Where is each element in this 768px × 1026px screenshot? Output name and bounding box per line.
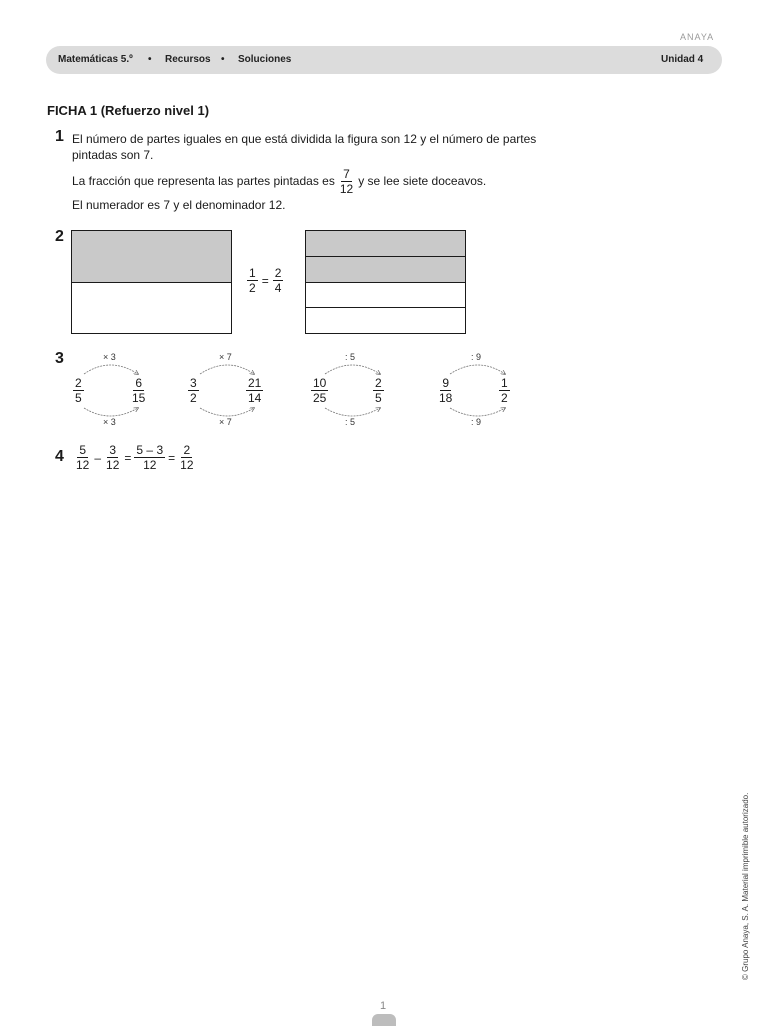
fraction-numerator: 2	[375, 376, 382, 390]
fraction-denominator: 12	[106, 458, 120, 472]
fraction-five-twelfths	[74, 443, 91, 472]
fraction-denominator: 15	[132, 391, 146, 405]
question-3-number: 3	[55, 350, 64, 367]
operation-label-top-1: × 3	[103, 352, 116, 362]
fraction-group-2-right	[246, 376, 263, 405]
fraction-denominator: 2	[190, 391, 197, 405]
arrow-bottom-3	[325, 408, 380, 416]
page-number: 1	[380, 1000, 387, 1012]
fraction-two-twelfths	[178, 443, 195, 472]
fraction-group-2-left	[188, 376, 199, 405]
fraction-numerator: 7	[343, 167, 350, 181]
operation-label-bottom-2: × 7	[219, 417, 232, 427]
question-1-line-2: pintadas son 7.	[72, 148, 154, 162]
fraction-denominator: 14	[248, 391, 262, 405]
operation-label-bottom-3: : 5	[345, 417, 356, 427]
operation-label-bottom-4: : 9	[471, 417, 482, 427]
fraction-denominator: 25	[313, 391, 327, 405]
fraction-denominator: 18	[439, 391, 453, 405]
equals-sign: =	[261, 273, 269, 288]
operation-label-top-3: : 5	[345, 352, 356, 362]
fraction-numerator: 2	[274, 266, 282, 280]
arrow-top-1	[84, 365, 138, 374]
question-4-number: 4	[55, 448, 64, 465]
fraction-numerator: 2	[75, 376, 82, 390]
fraction-denominator: 12	[180, 458, 194, 472]
fraction-numerator: 21	[248, 376, 262, 390]
fraction-numerator: 1	[501, 376, 508, 390]
brand-logo: ANAYA	[680, 32, 715, 42]
fraction-denominator: 4	[274, 281, 282, 295]
equals-sign: =	[168, 450, 176, 465]
arrow-bottom-2	[200, 408, 254, 416]
fraction-numerator: 1	[249, 266, 256, 280]
fraction-numerator: 5 – 3	[136, 443, 164, 457]
fraction-difference	[134, 443, 165, 472]
fraction-numerator: 5	[79, 443, 87, 457]
fraction-denominator: 5	[75, 391, 82, 405]
fraction-denominator: 2	[249, 281, 256, 295]
header-bullet-1: •	[148, 54, 152, 65]
fraction-denominator: 2	[501, 391, 508, 405]
header-bullet-2: •	[221, 54, 225, 65]
header-resources: Recursos	[165, 54, 211, 65]
fraction-denominator: 5	[375, 391, 382, 405]
fraction-group-1-right	[130, 376, 147, 405]
fraction-numerator: 3	[190, 376, 197, 390]
fraction-numerator: 2	[183, 443, 191, 457]
arrow-bottom-1	[84, 408, 138, 416]
fraction-group-3-left	[311, 376, 328, 405]
equals-sign: =	[124, 450, 132, 465]
fraction-group-4-left	[437, 376, 454, 405]
minus-sign: –	[94, 450, 102, 465]
operation-label-top-2: × 7	[219, 352, 232, 362]
fraction-group-1-left	[73, 376, 84, 405]
question-1-line-4: El numerador es 7 y el denominador 12.	[72, 198, 286, 212]
header-solutions: Soluciones	[238, 54, 292, 65]
fraction-group-3-right	[373, 376, 384, 405]
fraction-denominator: 12	[339, 182, 354, 196]
header-course: Matemáticas 5.º	[58, 54, 133, 65]
question-1-line-3-post: y se lee siete doceavos.	[358, 174, 487, 188]
section-title: FICHA 1 (Refuerzo nivel 1)	[47, 103, 210, 118]
arrow-bottom-4	[450, 408, 505, 416]
header-unit: Unidad 4	[661, 54, 704, 65]
question-2-number: 2	[55, 228, 64, 245]
fraction-numerator: 9	[442, 376, 450, 390]
fraction-denominator: 12	[143, 458, 157, 472]
arrow-top-2	[200, 365, 254, 374]
question-1-number: 1	[55, 128, 64, 145]
operation-label-bottom-1: × 3	[103, 417, 116, 427]
page-tab	[372, 1014, 396, 1026]
fraction-denominator: 12	[76, 458, 90, 472]
question-1-line-3-pre: La fracción que representa las partes pintadas es	[72, 174, 335, 188]
question-4-equation	[74, 443, 196, 472]
fraction-numerator: 10	[313, 376, 327, 390]
fraction-numerator: 3	[109, 443, 117, 457]
arrow-top-4	[450, 365, 505, 374]
fraction-three-twelfths	[104, 443, 121, 472]
fraction-group-4-right	[499, 376, 510, 405]
fraction-numerator: 6	[135, 376, 143, 390]
operation-label-top-4: : 9	[471, 352, 482, 362]
arrow-top-3	[325, 365, 380, 374]
copyright-note: © Grupo Anaya, S. A. Material imprimible autorizado.	[741, 792, 750, 980]
question-1-line-1: El número de partes iguales en que está dividida la figura son 12 y el número de partes	[72, 132, 537, 146]
